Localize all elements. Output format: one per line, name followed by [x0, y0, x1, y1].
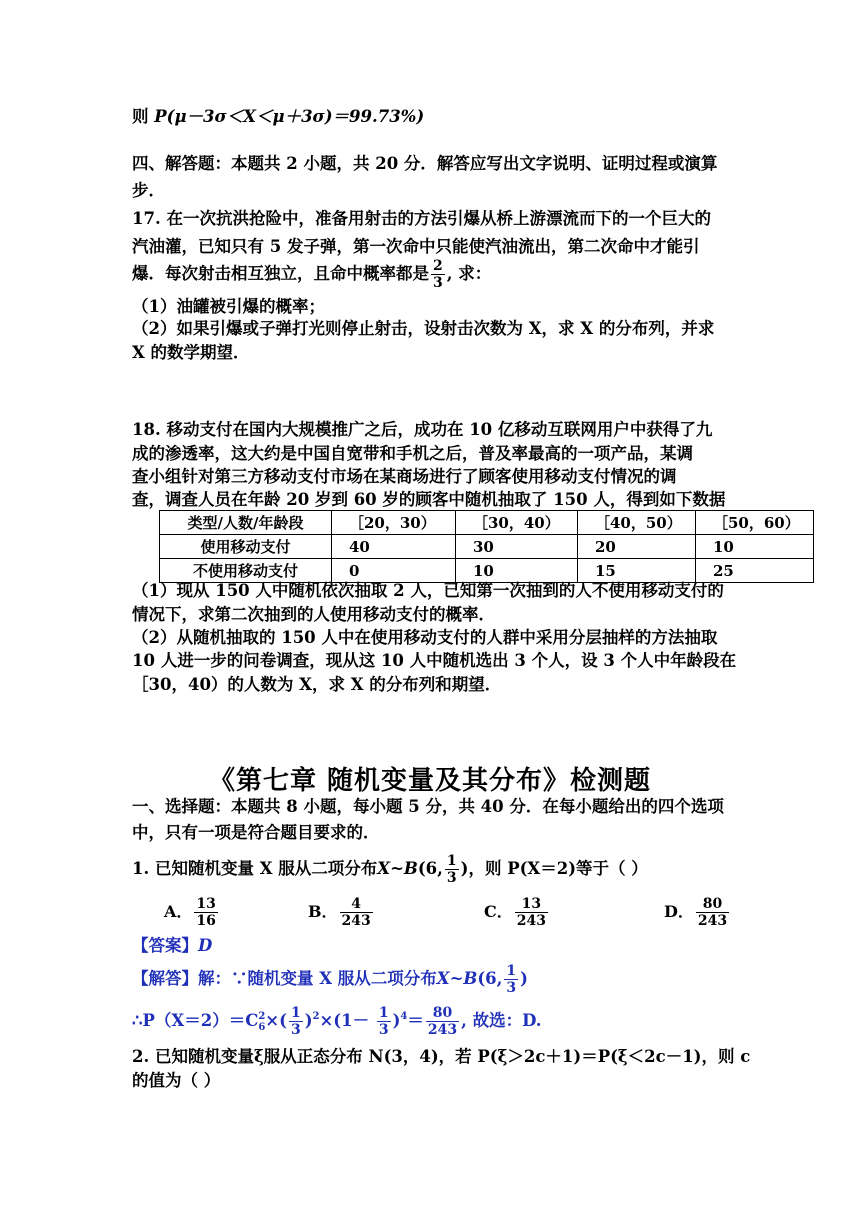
chapter-title: 《第七章 随机变量及其分布》检测题	[208, 766, 652, 796]
payment-data-table	[159, 510, 814, 583]
option-d: D． $\frac{80}{243}$	[664, 896, 728, 929]
table-cell: 10	[456, 559, 578, 583]
q18-sub2-line1: （2）从随机抽取的 150 人中在使用移动支付的人群中采用分层抽样的方法抽取	[132, 628, 718, 647]
table-cell: 15	[578, 559, 696, 583]
q18-line2: 成的渗透率，这大约是中国自宽带和手机之后，普及率最高的一项产品，某调	[132, 444, 693, 463]
c1-stem: 1. 已知随机变量 X 服从二项分布X~B(6, $\frac{1}{3}$ )，则 P(X＝2)等于（ ）	[132, 853, 648, 886]
q18-sub1-line2: 情况下，求第二次抽到的人使用移动支付的概率．	[132, 605, 495, 624]
prev-formula-line: 则 P(μ－3σ＜X＜μ＋3σ)＝99.73%)	[132, 107, 425, 126]
table-cell: 使用移动支付	[160, 535, 332, 559]
section1-heading-line2: 中，只有一项是符合题目要求的．	[132, 823, 380, 842]
table-row	[160, 559, 814, 583]
q18-sub1-line1: （1）现从 150 人中随机依次抽取 2 人，已知第一次抽到的人不使用移动支付的	[132, 581, 724, 600]
q17-sub2-line1: （2）如果引爆或子弹打光则停止射击，设射击次数为 X，求 X 的分布列，并求	[132, 319, 715, 338]
probability-fraction: $\frac{2}{3}$	[433, 258, 443, 291]
table-header-cell: ［20，30）	[332, 511, 456, 535]
table-row	[160, 535, 814, 559]
q18-sub2-line2: 10 人进一步的问卷调查，现从这 10 人中随机选出 3 个人，设 3 个人中年龄段在	[132, 651, 737, 670]
table-header-cell: ［50，60）	[696, 511, 814, 535]
section4-heading-line2: 步．	[132, 181, 165, 200]
table-header-cell: 类型/人数/年龄段	[160, 511, 332, 535]
q18-line4: 查，调查人员在年龄 20 岁到 60 岁的顾客中随机抽取了 150 人，得到如下数据	[132, 490, 726, 509]
option-c: C． $\frac{13}{243}$	[484, 896, 546, 929]
table-header-cell: ［40，50）	[578, 511, 696, 535]
q17-line3: 爆．每次射击相互独立，且命中概率都是 $\frac{2}{3}$ , 求：	[132, 258, 492, 291]
table-cell: 40	[332, 535, 456, 559]
table-cell: 30	[456, 535, 578, 559]
q17-line2: 汽油灌，已知只有 5 发子弹，第一次命中只能使汽油流出，第二次命中才能引	[132, 237, 700, 256]
param-fraction: $\frac{1}{3}$	[446, 853, 457, 886]
formula-text: P(μ－3σ＜X＜μ＋3σ)＝99.73%)	[154, 107, 425, 126]
option-b: B． $\frac{4}{243}$	[308, 896, 371, 929]
q18-line1: 18. 移动支付在国内大规模推广之后，成功在 10 亿移动互联网用户中获得了九	[132, 420, 713, 439]
q17-sub2-line2: X 的数学期望．	[132, 343, 250, 362]
table-cell: 10	[696, 535, 814, 559]
c1-solution-line2: ∴P（X＝2）＝C 2 6 ×( $\frac{1}{3}$ )$^2$×(1－ $\frac{1}{3}$ )$^4$＝ $\frac{80}{243}$ , 故选：D.	[132, 1005, 542, 1038]
option-a: A． $\frac{13}{16}$	[164, 896, 216, 929]
c1-answer: 【答案】D	[132, 936, 213, 955]
q17-sub1: （1）油罐被引爆的概率；	[132, 297, 325, 316]
q18-sub2-line3: ［30，40）的人数为 X，求 X 的分布列和期望．	[132, 675, 502, 694]
c1-solution-line1: 【解答】解：∵随机变量 X 服从二项分布X~B(6, $\frac{1}{3}$ )	[132, 963, 528, 996]
table-cell: 不使用移动支付	[160, 559, 332, 583]
section1-heading-line1: 一、选择题：本题共 8 小题，每小题 5 分，共 40 分．在每小题给出的四个选项	[132, 797, 724, 816]
c2-line2: 的值为（ ）	[132, 1071, 221, 1090]
table-header-cell: ［30，40）	[456, 511, 578, 535]
table-header-row	[160, 511, 814, 535]
q17-line1: 17. 在一次抗洪抢险中，准备用射击的方法引爆从桥上游漂流而下的一个巨大的	[132, 209, 711, 228]
table-cell: 20	[578, 535, 696, 559]
table-cell: 0	[332, 559, 456, 583]
table-cell: 25	[696, 559, 814, 583]
c2-line1: 2. 已知随机变量ξ服从正态分布 N(3，4)，若 P(ξ＞2c＋1)＝P(ξ＜2c－1)，则 c	[132, 1047, 751, 1066]
q18-line3: 查小组针对第三方移动支付市场在某商场进行了顾客使用移动支付情况的调	[132, 467, 677, 486]
section4-heading-line1: 四、解答题：本题共 2 小题，共 20 分．解答应写出文字说明、证明过程或演算	[132, 154, 718, 173]
